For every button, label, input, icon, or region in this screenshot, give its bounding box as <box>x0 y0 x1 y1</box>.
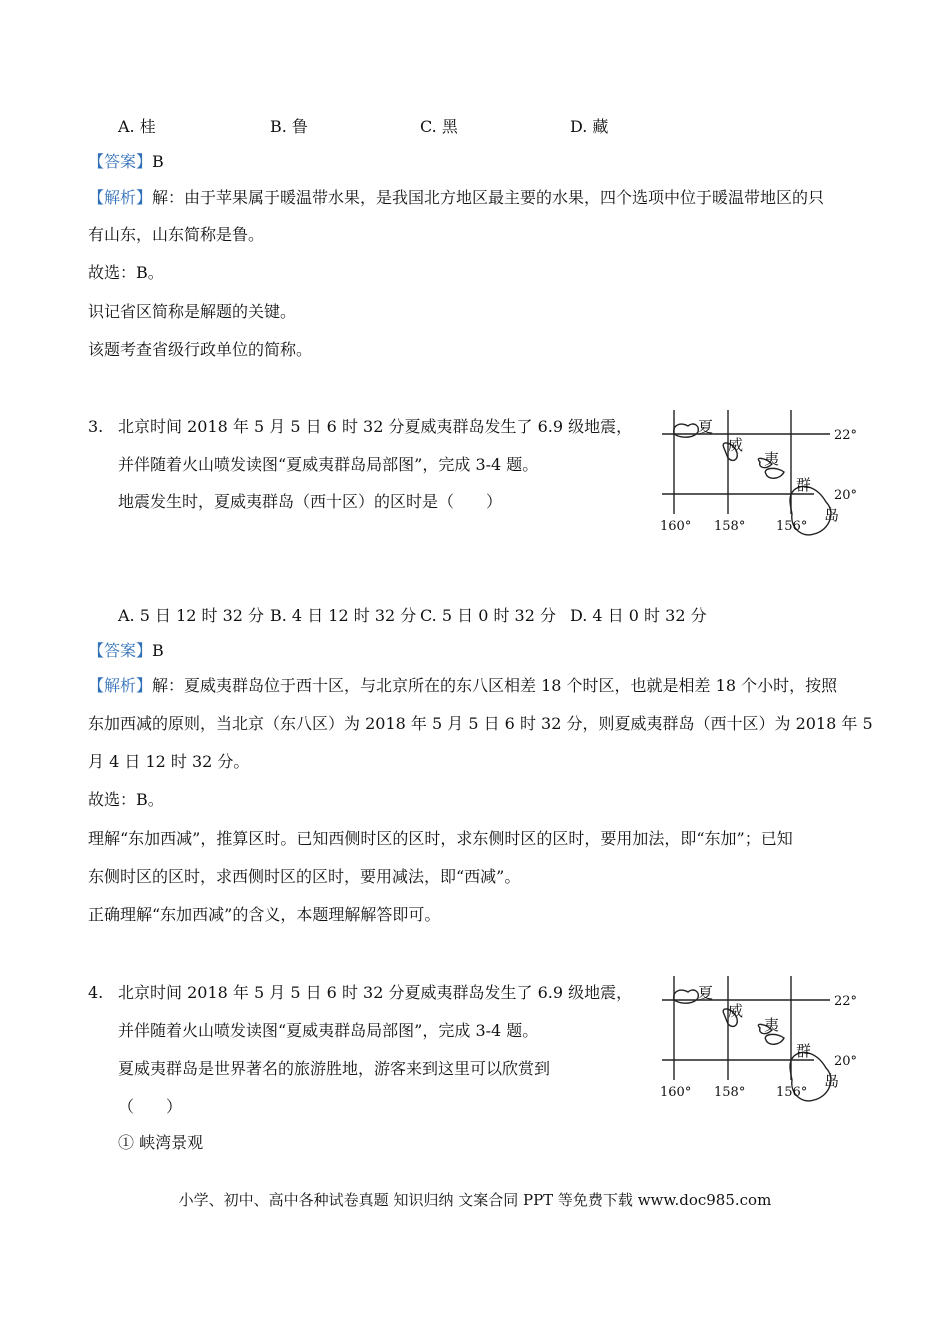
q2-note-1: 识记省区简称是解题的关键。 <box>88 302 297 321</box>
q3-note-3: 正确理解“东加西减”的含义，本题理解解答即可。 <box>88 905 441 924</box>
q3-stem-line-1: 北京时间 2018 年 5 月 5 日 6 时 32 分夏威夷群岛发生了 6.9 级地震， <box>118 417 633 436</box>
lon-label-158: 158° <box>714 1085 746 1100</box>
q4-stem-line-1: 北京时间 2018 年 5 月 5 日 6 时 32 分夏威夷群岛发生了 6.9 级地震， <box>118 983 633 1002</box>
map-char-3: 夷 <box>764 1016 780 1034</box>
map-char-4: 群 <box>796 1042 812 1060</box>
island-maui <box>765 1034 784 1044</box>
island-kauai <box>674 424 699 437</box>
q3-answer <box>88 640 164 662</box>
analysis-tag: 【解析】 <box>88 676 153 695</box>
option-d: D. 藏 <box>570 117 609 136</box>
q4-number: 4. <box>88 983 104 1002</box>
footer-text: 小学、初中、高中各种试卷真题 知识归纳 文案合同 PPT 等免费下载 www.doc985.com <box>178 1191 772 1209</box>
map-char-5: 岛 <box>824 1072 840 1090</box>
hawaii-map <box>654 410 894 600</box>
lat-label-22: 22° <box>834 428 858 443</box>
q4-stem-line-2: 并伴随着火山喷发读图“夏威夷群岛局部图”，完成 3-4 题。 <box>118 1021 539 1040</box>
answer-tag: 【答案】 <box>88 641 153 660</box>
q3-analysis-line-1 <box>88 675 837 697</box>
q3-note-2: 东侧时区的区时，求西侧时区的区时，要用减法，即“西减”。 <box>88 867 521 886</box>
q3-stem-line-2: 并伴随着火山喷发读图“夏威夷群岛局部图”，完成 3-4 题。 <box>118 455 539 474</box>
lon-label-156: 156° <box>776 1085 808 1100</box>
lat-label-20: 20° <box>834 488 858 503</box>
option-b: B. 鲁 <box>270 117 308 136</box>
lat-label-22: 22° <box>834 994 858 1009</box>
q3-option-c: C. 5 日 0 时 32 分 <box>420 606 556 625</box>
map-char-2: 威 <box>728 436 744 454</box>
analysis-text: 解：由于苹果属于暖温带水果，是我国北方地区最主要的水果，四个选项中位于暖温带地区的只 <box>152 188 825 207</box>
map-char-3: 夷 <box>764 450 780 468</box>
q2-choice: 故选：B。 <box>88 263 164 282</box>
q3-stem-line-3: 地震发生时，夏威夷群岛（西十区）的区时是（ ） <box>118 492 503 511</box>
answer-tag: 【答案】 <box>88 152 153 171</box>
q2-analysis-line-2: 有山东，山东简称是鲁。 <box>88 225 265 244</box>
q4-stem-line-4: （ ） <box>118 1097 183 1116</box>
option-a: A. 桂 <box>118 117 156 136</box>
analysis-tag: 【解析】 <box>88 188 153 207</box>
q2-analysis-line-1 <box>88 187 824 209</box>
map-char-1: 夏 <box>698 984 714 1002</box>
map-char-2: 威 <box>728 1002 744 1020</box>
map-char-4: 群 <box>796 476 812 494</box>
q3-option-a: A. 5 日 12 时 32 分 <box>118 606 265 625</box>
lat-label-20: 20° <box>834 1054 858 1069</box>
lon-label-160: 160° <box>660 1085 692 1100</box>
answer-value: B <box>152 152 164 171</box>
q3-option-b: B. 4 日 12 时 32 分 <box>270 606 417 625</box>
q3-choice: 故选：B。 <box>88 790 164 809</box>
q3-analysis-line-3: 月 4 日 12 时 32 分。 <box>88 752 250 771</box>
map-char-5: 岛 <box>824 506 840 524</box>
q4-stem-line-5: ① 峡湾景观 <box>118 1133 204 1152</box>
answer-value: B <box>152 641 164 660</box>
q3-option-d: D. 4 日 0 时 32 分 <box>570 606 707 625</box>
q2-answer <box>88 151 164 173</box>
q4-stem-line-3: 夏威夷群岛是世界著名的旅游胜地，游客来到这里可以欣赏到 <box>118 1059 551 1078</box>
island-kauai <box>674 990 699 1003</box>
map-char-1: 夏 <box>698 418 714 436</box>
lon-label-160: 160° <box>660 519 692 534</box>
analysis-text: 解：夏威夷群岛位于西十区，与北京所在的东八区相差 18 个时区，也就是相差 18 个小时，按照 <box>152 676 838 695</box>
option-c: C. 黑 <box>420 117 458 136</box>
hawaii-map-2 <box>654 976 894 1166</box>
q3-note-1: 理解“东加西减”，推算区时。已知西侧时区的区时，求东侧时区的区时，要用加法，即“东加”；已知 <box>88 829 793 848</box>
island-maui <box>765 468 784 478</box>
lon-label-158: 158° <box>714 519 746 534</box>
q2-note-2: 该题考查省级行政单位的简称。 <box>88 340 313 359</box>
q3-number: 3. <box>88 417 104 436</box>
lon-label-156: 156° <box>776 519 808 534</box>
q3-analysis-line-2: 东加西减的原则，当北京（东八区）为 2018 年 5 月 5 日 6 时 32 分，则夏威夷群岛（西十区）为 2018 年 5 <box>88 714 873 733</box>
